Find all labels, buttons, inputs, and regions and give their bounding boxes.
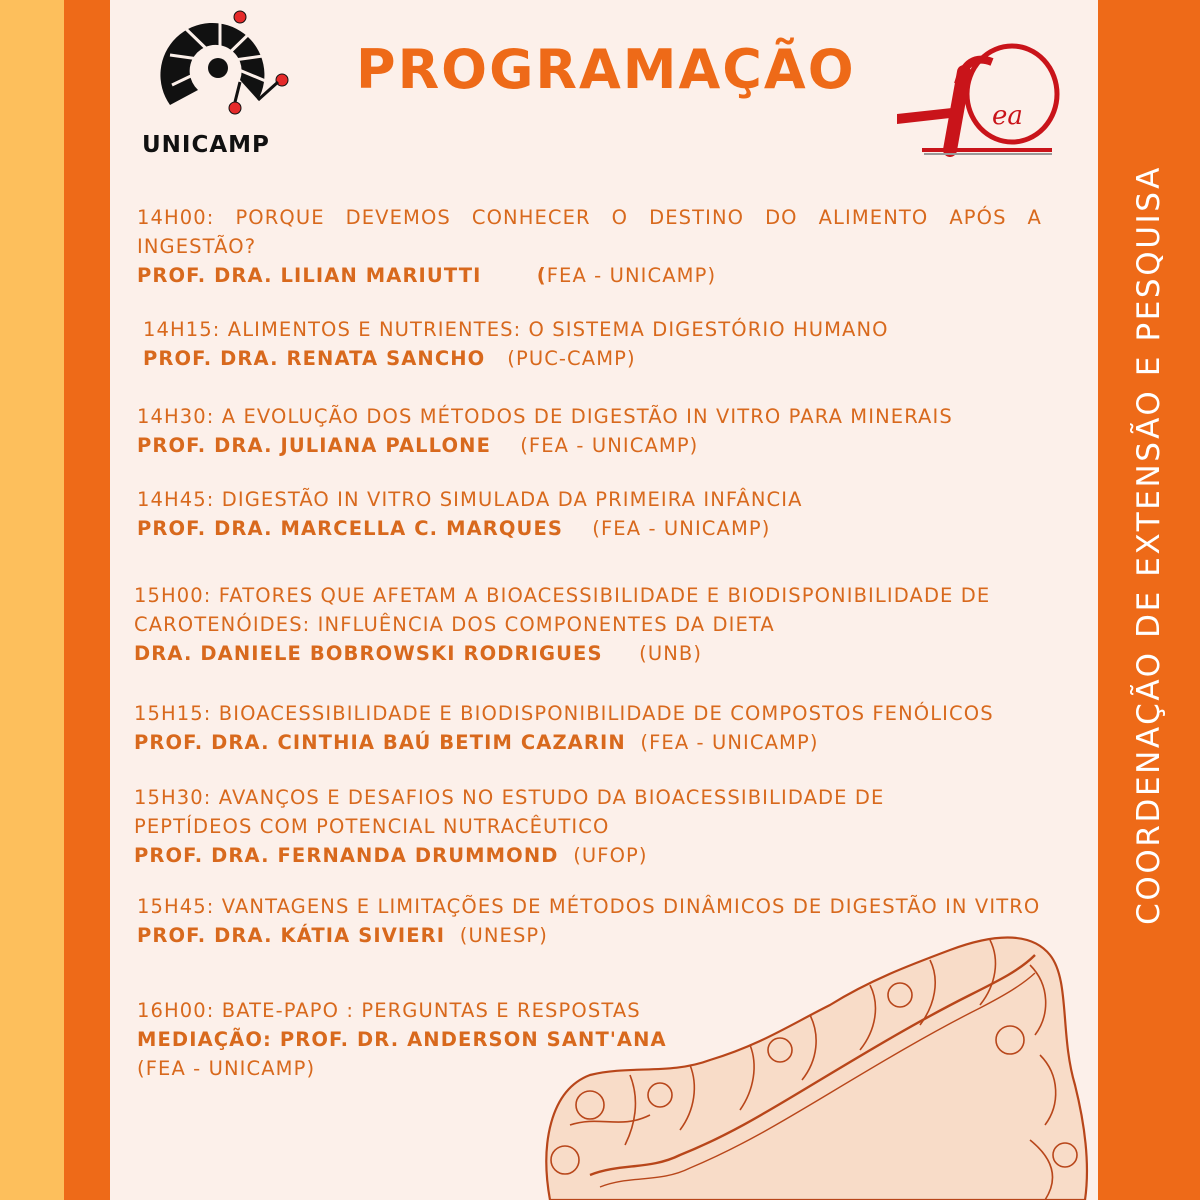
speaker-name: PROF. DRA. RENATA SANCHO (143, 347, 486, 370)
page-title: PROGRAMAÇÃO (356, 38, 856, 101)
institution: (FEA - UNICAMP) (592, 517, 771, 540)
schedule-item: 14H00: PORQUE DEVEMOS CONHECER O DESTINO DO ALIMENTO APÓS A INGESTÃO? PROF. DRA. LILIAN MARIUTTI (FEA - UNICAMP) (137, 203, 1042, 290)
institution: (FEA - UNICAMP) (640, 731, 819, 754)
institution: (UNB) (639, 642, 703, 665)
speaker-name: PROF. DRA. LILIAN MARIUTTI (137, 264, 482, 287)
schedule-item (137, 402, 1057, 460)
institution: FEA - UNICAMP) (546, 264, 717, 287)
speaker-name: PROF. DRA. CINTHIA BAÚ BETIM CAZARIN (134, 731, 626, 754)
schedule-item (134, 699, 1069, 757)
schedule-item (134, 783, 954, 870)
left-orange-stripe (64, 0, 110, 1200)
unicamp-logo (140, 10, 300, 160)
schedule-item (134, 581, 1034, 668)
institution: (PUC-CAMP) (507, 347, 636, 370)
right-sidebar (1098, 0, 1200, 1200)
speaker-name: PROF. DRA. JULIANA PALLONE (137, 434, 492, 457)
fea-letters: ea (992, 101, 1023, 131)
unicamp-wordmark: UNICAMP (142, 132, 270, 158)
fea-logo (892, 32, 1062, 157)
institution: (UFOP) (573, 844, 648, 867)
talk-title: 14H15: ALIMENTOS E NUTRIENTES: O SISTEMA DIGESTÓRIO HUMANO (143, 318, 889, 341)
institution: (FEA - UNICAMP) (137, 1057, 316, 1080)
side-caption: COORDENAÇÃO DE EXTENSÃO E PESQUISA (1131, 165, 1167, 925)
talk-title: 15H30: AVANÇOS E DESAFIOS NO ESTUDO DA BIOACESSIBILIDADE DE PEPTÍDEOS COM POTENCIAL NUTRACÊUTICO (134, 786, 885, 838)
intestine-illustration-icon (530, 925, 1100, 1200)
talk-title: 15H15: BIOACESSIBILIDADE E BIODISPONIBILIDADE DE COMPOSTOS FENÓLICOS (134, 702, 994, 725)
speaker-name: DRA. DANIELE BOBROWSKI RODRIGUES (134, 642, 603, 665)
speaker-name: PROF. DRA. MARCELLA C. MARQUES (137, 517, 564, 540)
institution: (FEA - UNICAMP) (520, 434, 699, 457)
talk-title: 15H00: FATORES QUE AFETAM A BIOACESSIBILIDADE E BIODISPONIBILIDADE DE CAROTENÓIDES: INFLUÊNCIA DOS COMPONENTES DA DIETA (134, 584, 991, 636)
left-yellow-stripe (0, 0, 64, 1200)
institution: (UNESP) (459, 924, 548, 947)
schedule-item (137, 485, 1057, 543)
talk-title: 14H45: DIGESTÃO IN VITRO SIMULADA DA PRIMEIRA INFÂNCIA (137, 488, 803, 511)
speaker-name: MEDIAÇÃO: PROF. DR. ANDERSON SANT'ANA (137, 1028, 667, 1051)
schedule-item (143, 315, 1043, 373)
talk-title: 14H30: A EVOLUÇÃO DOS MÉTODOS DE DIGESTÃO IN VITRO PARA MINERAIS (137, 405, 953, 428)
fea-emblem-icon (892, 32, 1062, 157)
unicamp-emblem-icon (140, 10, 300, 135)
talk-title: 16H00: BATE-PAPO : PERGUNTAS E RESPOSTAS (137, 999, 641, 1022)
talk-title: 14H00: PORQUE DEVEMOS CONHECER O DESTINO DO ALIMENTO APÓS A INGESTÃO? (137, 206, 1042, 258)
speaker-name: PROF. DRA. KÁTIA SIVIERI (137, 924, 446, 947)
speaker-name: PROF. DRA. FERNANDA DRUMMOND (134, 844, 559, 867)
talk-title: 15H45: VANTAGENS E LIMITAÇÕES DE MÉTODOS DINÂMICOS DE DIGESTÃO IN VITRO (137, 895, 1041, 918)
